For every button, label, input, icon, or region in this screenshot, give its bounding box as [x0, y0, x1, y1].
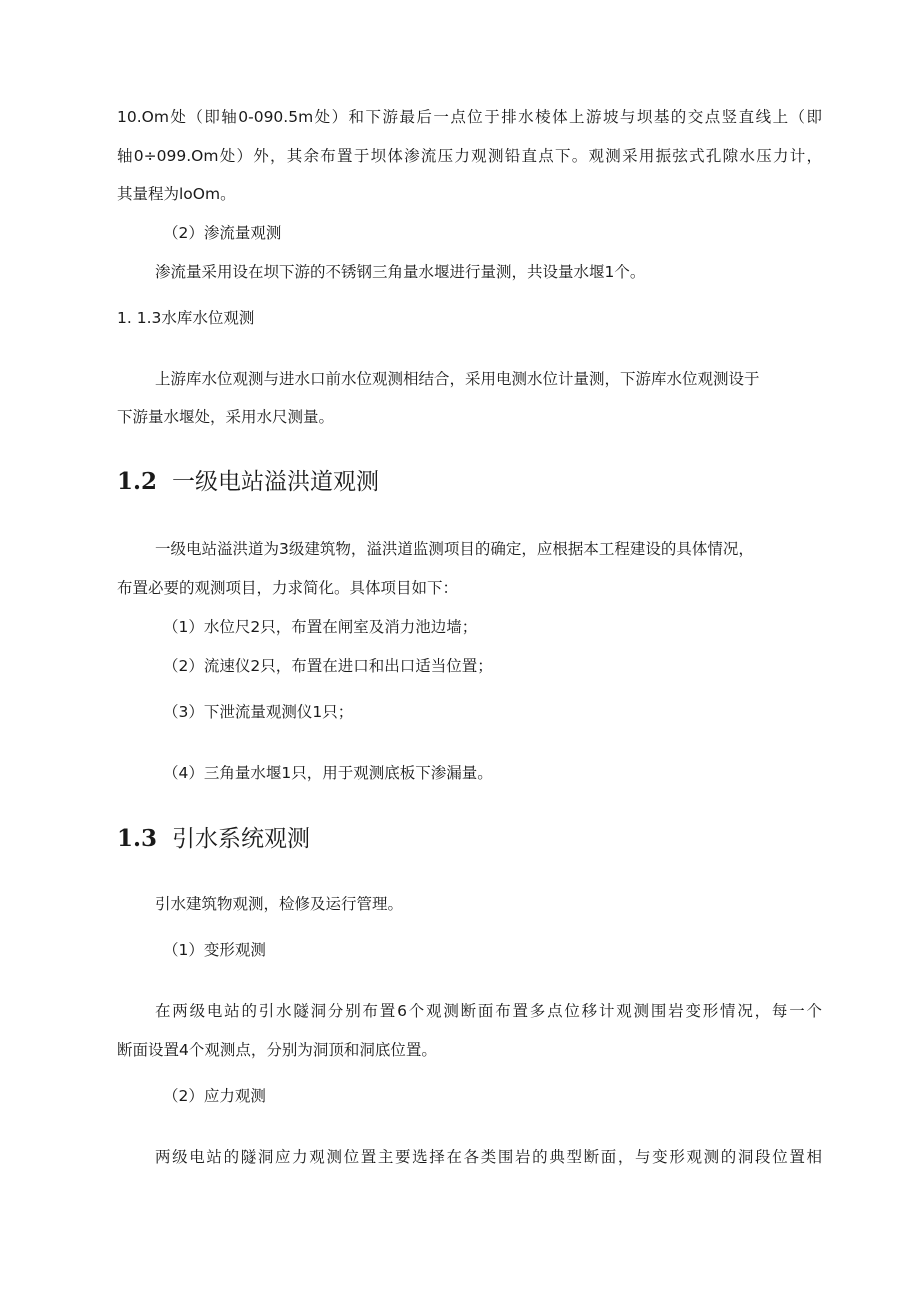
- subsection-heading: 1. 1.3水库水位观测: [117, 309, 255, 327]
- list-item: （3）下泄流量观测仪1只；: [163, 703, 354, 721]
- subsection-label: （2）应力观测: [163, 1087, 266, 1105]
- paragraph-line: 布置必要的观测项目，力求简化。具体项目如下：: [117, 579, 459, 597]
- list-item: （1）水位尺2只，布置在闸室及消力池边墙；: [163, 618, 478, 636]
- paragraph-line: 下游量水堰处，采用水尺测量。: [117, 408, 335, 426]
- subsection-label: （2）渗流量观测: [163, 224, 282, 242]
- paragraph-line: 轴0÷099.Om处）外，其余布置于坝体渗流压力观测铅直点下。观测采用振弦式孔隙水压力计，: [117, 147, 822, 165]
- paragraph-line: 一级电站溢洪道为3级建筑物，溢洪道监测项目的确定，应根据本工程建设的具体情况，: [155, 540, 754, 558]
- section-heading-1-3: [117, 824, 310, 854]
- list-item: （4）三角量水堰1只，用于观测底板下渗漏量。: [163, 764, 493, 782]
- paragraph-line: 上游库水位观测与进水口前水位观测相结合，采用电测水位计量测，下游库水位观测设于: [155, 370, 760, 388]
- section-title: 一级电站溢洪道观测: [172, 469, 379, 495]
- section-title: 引水系统观测: [172, 826, 310, 852]
- paragraph-line: 两级电站的隧洞应力观测位置主要选择在各类围岩的典型断面，与变形观测的洞段位置相: [155, 1148, 822, 1166]
- paragraph-line: 断面设置4个观测点，分别为洞顶和洞底位置。: [117, 1041, 437, 1059]
- subsection-label: （1）变形观测: [163, 941, 266, 959]
- paragraph-line: 其量程为loOm。: [117, 185, 236, 203]
- section-number: 1.2: [117, 468, 158, 495]
- paragraph-line: 在两级电站的引水隧洞分别布置6个观测断面布置多点位移计观测围岩变形情况，每一个: [155, 1002, 822, 1020]
- list-item: （2）流速仪2只，布置在进口和出口适当位置；: [163, 657, 493, 675]
- paragraph-line: 10.Om处（即轴0-090.5m处）和下游最后一点位于排水棱体上游坡与坝基的交点竖直线上（即: [117, 108, 822, 126]
- paragraph-line: 引水建筑物观测，检修及运行管理。: [155, 895, 404, 913]
- section-number: 1.3: [117, 825, 158, 852]
- section-heading-1-2: [117, 467, 379, 497]
- paragraph-line: 渗流量采用设在坝下游的不锈钢三角量水堰进行量测，共设量水堰1个。: [155, 263, 646, 281]
